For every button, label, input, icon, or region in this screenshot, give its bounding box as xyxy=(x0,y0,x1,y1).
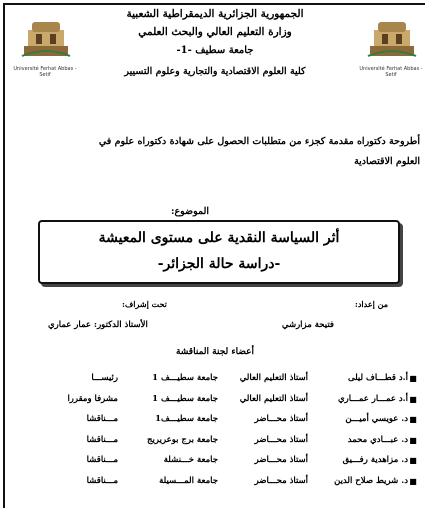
university-logo-left xyxy=(18,16,74,64)
list-item xyxy=(8,409,418,430)
list-item xyxy=(8,430,418,451)
member-rank: أستاذ محـــاضر xyxy=(254,455,308,466)
student-name: فتيحة مزارشي xyxy=(281,320,334,330)
bullet-icon: ■ xyxy=(409,475,417,486)
member-rank: أستاذ محـــاضر xyxy=(254,414,308,425)
thesis-title: أثر السياسة النقدية على مستوى المعيشة xyxy=(98,230,340,246)
member-name: أ.د قطـــاف ليلى xyxy=(348,373,408,384)
member-rank: أستاذ محـــاضر xyxy=(254,475,308,486)
subject-label: الموضوع: xyxy=(170,206,210,217)
thesis-description-line1: أطروحة دكتوراه مقدمة كجزء من متطلبات الحصول على شهادة دكتوراه علوم في xyxy=(98,136,420,147)
member-university: جامعة برج بوعريريج xyxy=(147,434,218,445)
committee-members-list xyxy=(8,368,418,491)
member-name: د. مزاهدية رفـــيق xyxy=(342,455,408,466)
member-rank: أستاذ التعليم العالي xyxy=(239,373,308,384)
member-university: جامعة سطيـــف 1 xyxy=(152,393,218,404)
committee-title: أعضاء لجنة المناقشة xyxy=(175,347,255,357)
member-university: جامعة سطيـــف 1 xyxy=(152,373,218,384)
bullet-icon: ■ xyxy=(409,414,417,425)
supervisor-name: الأستاذ الدكتور: عمار عماري xyxy=(48,320,148,330)
member-role: مـــناقشا xyxy=(86,475,118,486)
member-rank: أستاذ محـــاضر xyxy=(254,434,308,445)
university-logo-right xyxy=(364,16,420,64)
thesis-title-box xyxy=(38,220,400,284)
bullet-icon: ■ xyxy=(409,373,417,384)
member-university: جامعة خـــنشلة xyxy=(163,455,218,466)
member-role: مـــناقشا xyxy=(86,455,118,466)
logo-caption-right: Université Ferhat Abbas - Setif xyxy=(359,66,423,78)
member-university: جامعة المـــسيلة xyxy=(159,475,218,486)
bullet-icon: ■ xyxy=(409,455,417,466)
logo-caption-left: Université Ferhat Abbas - Setif xyxy=(13,66,77,78)
republic-heading: الجمهورية الجزائرية الديمقراطية الشعبية xyxy=(126,8,304,20)
list-item xyxy=(8,450,418,471)
list-item xyxy=(8,389,418,410)
member-name: د. عويسي أميـــن xyxy=(345,414,408,425)
member-role: مـــناقشا xyxy=(86,434,118,445)
bullet-icon: ■ xyxy=(409,393,417,404)
thesis-subtitle: -دراسة حالة الجزائر- xyxy=(157,256,281,272)
member-role: مشرفا ومقررا xyxy=(67,393,118,404)
list-item xyxy=(8,471,418,492)
supervised-by-label: تحت إشراف: xyxy=(122,299,167,309)
member-role: رئيســـا xyxy=(91,373,118,384)
list-item xyxy=(8,368,418,389)
member-name: د. عبـــادي محمد xyxy=(347,434,408,445)
prepared-by-label: من إعداد: xyxy=(354,299,388,309)
university-heading: جامعة سطيف -1- xyxy=(176,45,254,56)
faculty-heading: كلية العلوم الاقتصادية والتجارية وعلوم التسيير xyxy=(124,66,306,77)
thesis-description-line2: العلوم الاقتصادية xyxy=(354,156,420,167)
member-role: مـــناقشا xyxy=(86,414,118,425)
member-name: د. شريط صلاح الدين xyxy=(334,475,408,486)
bullet-icon: ■ xyxy=(409,434,417,445)
member-university: جامعة سطيـــف1 xyxy=(155,414,218,425)
ministry-heading: وزارة التعليم العالي والبحث العلمي xyxy=(138,26,292,38)
member-rank: أستاذ التعليم العالي xyxy=(239,393,308,404)
member-name: أ.د عمـــار عمـــاري xyxy=(338,393,408,404)
